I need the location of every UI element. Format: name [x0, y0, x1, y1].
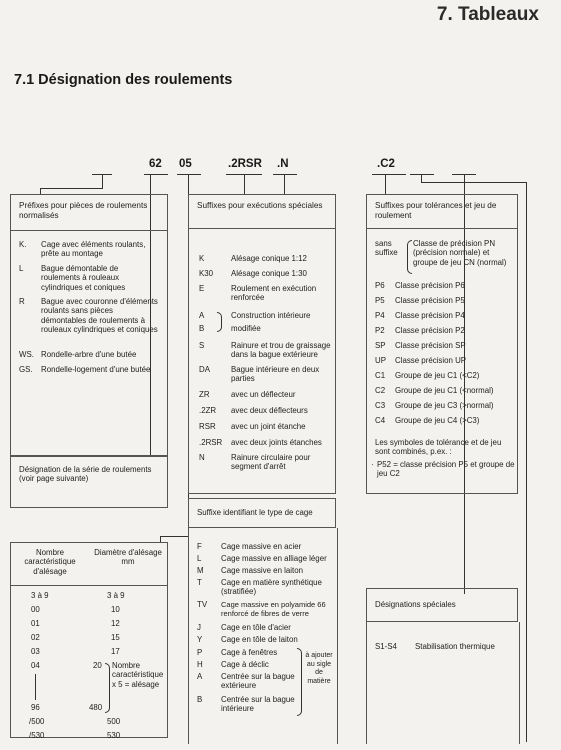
special-key: A [199, 311, 205, 320]
tolerance-brace [407, 240, 412, 274]
tolerance-text: Groupe de jeu C4 (>C3) [395, 416, 480, 425]
bore-row-code: /530 [29, 731, 45, 740]
tolerance-sans-text: Classe de précision PN (précision normale) et groupe de jeu CN (normal) [413, 239, 507, 267]
cage-text: Cage en matière synthétique (stratifiée) [221, 578, 322, 597]
bore-row-mm: 15 [111, 633, 120, 642]
special-designations-title: Désignations spéciales [375, 600, 456, 609]
special-box [188, 194, 336, 494]
prefix-text-gs: Rondelle-logement d'une butée [41, 365, 151, 374]
prefix-text-r: Bague avec couronne d'éléments roulants sans pièces démontables de roulements à rouleaux cylindriques et coniques [41, 297, 158, 334]
special-key: .2ZR [199, 406, 217, 415]
special-designations-box [366, 622, 520, 744]
prefix-box-title: Préfixes pour pièces de roulements normalisés [11, 195, 167, 231]
tolerance-text: Groupe de jeu C1 (<C2) [395, 371, 480, 380]
tolerance-text: Classe précision UP [395, 356, 467, 365]
cage-key: J [197, 623, 201, 632]
cage-key: A [197, 672, 203, 681]
cage-brace-note: à ajouter au sigle de matière [305, 652, 333, 685]
tolerance-text: Groupe de jeu C3 (>normal) [395, 401, 494, 410]
cage-box-header [188, 498, 336, 528]
prefix-text-k: Cage avec éléments roulants, prête au montage [41, 240, 146, 259]
tolerance-key: C4 [375, 416, 386, 425]
special-text: Roulement en exécution renforcée [231, 284, 317, 303]
special-designation-key: S1-S4 [375, 642, 397, 651]
bore-col2-header: Diamètre d'alésage mm [94, 548, 162, 567]
tolerance-key: C2 [375, 386, 386, 395]
special-text: Rainure et trou de graissage dans la bague extérieure [231, 341, 331, 360]
prefix-text-l: Bague démontable de roulements à rouleaux cylindriques et coniques [41, 264, 126, 292]
tolerance-key: P4 [375, 311, 385, 320]
cage-brace [297, 648, 302, 716]
special-text: modifiée [231, 324, 261, 333]
bore-row-code: 02 [31, 633, 40, 642]
tolerance-box [366, 194, 518, 494]
bore-row-mm: 530 [107, 731, 121, 740]
tolerance-key: P2 [375, 326, 385, 335]
cage-text: Cage en tôle d'acier [221, 623, 291, 632]
prefix-key-k: K. [19, 240, 27, 249]
tolerance-key: UP [375, 356, 386, 365]
special-text: Rainure circulaire pour segment d'arrêt [231, 453, 311, 472]
special-key: K30 [199, 269, 214, 278]
section-title: 7.1 Désignation des roulements [14, 72, 233, 88]
bore-row-mm: 500 [107, 717, 121, 726]
code-groove: .N [277, 158, 289, 170]
tolerance-sans-key: sans suffixe [375, 239, 398, 258]
tolerance-box-title: Suffixes pour tolérances et jeu de roulement [367, 195, 517, 229]
tolerance-text: Classe précision P5 [395, 296, 465, 305]
bore-row-code: 3 à 9 [31, 591, 49, 600]
tolerance-text: Classe précision SP [395, 341, 466, 350]
special-designations-header [366, 588, 518, 622]
special-key: B [199, 324, 205, 333]
cage-key: T [197, 578, 202, 587]
special-designation-text: Stabilisation thermique [415, 642, 495, 651]
cage-text: Cage massive en acier [221, 542, 302, 551]
cage-text: Cage massive en laiton [221, 566, 304, 575]
bore-row-code: 03 [31, 647, 40, 656]
cage-text: Cage massive en alliage léger [221, 554, 327, 563]
bore-table [10, 542, 168, 738]
cage-key: F [197, 542, 202, 551]
cage-key: M [197, 566, 204, 575]
tolerance-key: C3 [375, 401, 386, 410]
code-bore: 05 [179, 158, 192, 170]
cage-text: Centrée sur la bague extérieure [221, 672, 295, 691]
bore-row-code: 96 [31, 703, 40, 712]
bore-row-code: 04 [31, 661, 40, 670]
tolerance-key: C1 [375, 371, 386, 380]
code-series: 62 [149, 158, 162, 170]
tolerance-note-bullet: · [371, 460, 374, 469]
prefix-key-l: L [19, 264, 24, 273]
prefix-key-gs: GS. [19, 365, 33, 374]
special-key: N [199, 453, 205, 462]
cage-text: Cage massive en polyamide 66 renforcé de fibres de verre [221, 600, 326, 619]
tolerance-example: P52 = classe précision P5 et groupe de jeu C2 [377, 460, 515, 479]
tolerance-text: Classe précision P6 [395, 281, 465, 290]
special-key: E [199, 284, 205, 293]
prefix-text-ws: Rondelle-arbre d'une butée [41, 350, 137, 359]
cage-box [188, 528, 338, 744]
bore-row-mm: 10 [111, 605, 120, 614]
special-key: ZR [199, 390, 210, 399]
cage-text: Cage à fenêtres [221, 648, 278, 657]
bore-row-mm: 12 [111, 619, 120, 628]
tolerance-key: P6 [375, 281, 385, 290]
prefix-key-r: R [19, 297, 25, 306]
prefix-key-ws: WS. [19, 350, 34, 359]
bore-brace [105, 663, 110, 713]
bore-row-mm: 20 [93, 661, 102, 670]
special-key: .2RSR [199, 438, 223, 447]
special-key: S [199, 341, 205, 350]
cage-key: Y [197, 635, 203, 644]
cage-box-title: Suffixe identifiant le type de cage [197, 508, 313, 517]
special-text: Construction intérieure [231, 311, 311, 320]
series-box-title: Désignation de la série de roulements (voir page suivante) [19, 465, 152, 484]
tolerance-note: Les symboles de tolérance et de jeu sont combinés, p.ex. : [375, 438, 502, 457]
special-key: K [199, 254, 205, 263]
special-key: DA [199, 365, 210, 374]
chapter-title: 7. Tableaux [436, 4, 539, 25]
series-box [10, 456, 168, 508]
bore-row-mm: 17 [111, 647, 120, 656]
special-text: avec un déflecteur [231, 390, 296, 399]
cage-text: Centrée sur la bague intérieure [221, 695, 295, 714]
special-text: avec deux déflecteurs [231, 406, 308, 415]
cage-key: P [197, 648, 203, 657]
tolerance-key: P5 [375, 296, 385, 305]
cage-text: Cage en tôle de laiton [221, 635, 298, 644]
tolerance-text: Classe précision P4 [395, 311, 465, 320]
cage-key: H [197, 660, 203, 669]
special-key: RSR [199, 422, 216, 431]
special-text: Alésage conique 1:30 [231, 269, 307, 278]
code-special: .2RSR [228, 158, 262, 170]
bore-row-mm: 3 à 9 [107, 591, 125, 600]
cage-text: Cage à déclic [221, 660, 269, 669]
tolerance-text: Classe précision P2 [395, 326, 465, 335]
prefix-box [10, 194, 168, 456]
bore-row-mm: 480 [89, 703, 103, 712]
special-text: Alésage conique 1:12 [231, 254, 307, 263]
tolerance-key: SP [375, 341, 386, 350]
special-brace [217, 312, 222, 332]
special-text: avec deux joints étanches [231, 438, 322, 447]
bore-brace-note: Nombre caractéristique x 5 = alésage [112, 661, 164, 689]
bore-row-code: 01 [31, 619, 40, 628]
special-box-title: Suffixes pour exécutions spéciales [189, 195, 335, 229]
cage-key: TV [197, 600, 208, 609]
bore-row-code: /500 [29, 717, 45, 726]
code-tolerance: .C2 [377, 158, 395, 170]
bore-col1-header: Nombre caractéristique d'alésage [24, 548, 76, 576]
special-text: avec un joint étanche [231, 422, 306, 431]
cage-key: B [197, 695, 203, 704]
tolerance-text: Groupe de jeu C1 (<normal) [395, 386, 494, 395]
cage-key: L [197, 554, 202, 563]
bore-row-code: 00 [31, 605, 40, 614]
special-text: Bague intérieure en deux parties [231, 365, 320, 384]
